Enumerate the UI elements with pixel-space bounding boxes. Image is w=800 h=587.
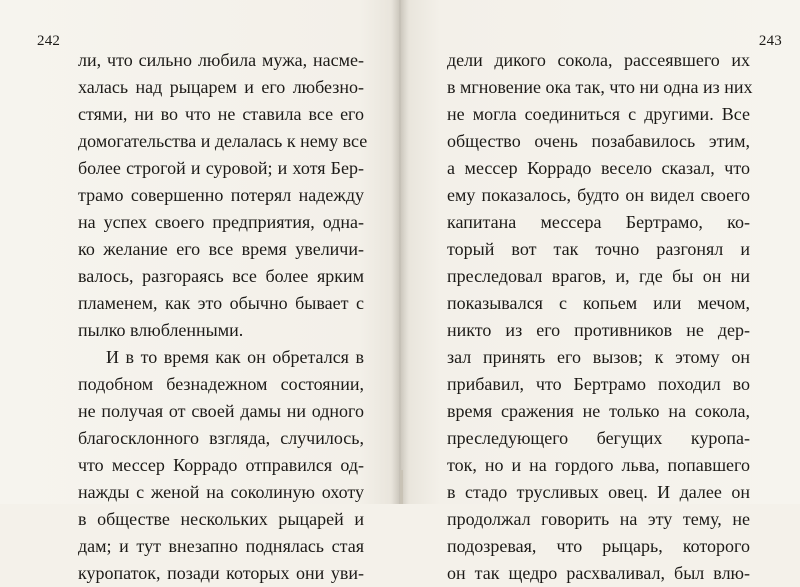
text-line: время сражения не только на сокола, bbox=[447, 401, 750, 421]
text-line: преследовал врагов, и, где бы он ни bbox=[447, 266, 750, 286]
text-line: что мессер Коррадо отправился од- bbox=[78, 455, 364, 475]
text-line: более строгой и суровой; и хотя Бер- bbox=[78, 158, 364, 178]
text-line: дам; и тут внезапно поднялась стая bbox=[78, 536, 364, 556]
text-line: благосклонного взгляда, случилось, bbox=[78, 428, 364, 448]
text-line: И в то время как он обретался в bbox=[106, 347, 364, 367]
text-line: халась над рыцарем и его любезно- bbox=[78, 77, 364, 97]
text-line: прибавил, что Бертрамо походил во bbox=[447, 374, 750, 394]
page-number-left: 242 bbox=[37, 33, 61, 49]
text-line: преследующего бегущих куропа- bbox=[447, 428, 750, 448]
text-line: в мгновение ока так, что ни одна из них bbox=[447, 77, 753, 97]
text-line: ко желание его все время увеличи- bbox=[78, 239, 364, 259]
text-line: домогательства и делалась к нему все bbox=[78, 131, 368, 151]
text-line: в обществе нескольких рыцарей и bbox=[78, 509, 364, 529]
text-line: подозревая, что рыцарь, которого bbox=[447, 536, 750, 556]
text-line: стями, ни во что не ставила все его bbox=[78, 104, 364, 124]
text-line: продолжал говорить на эту тему, не bbox=[447, 509, 750, 529]
text-line: торый вот так точно разгонял и bbox=[447, 239, 750, 259]
text-line: нажды с женой на соколиную охоту bbox=[78, 482, 364, 502]
page-number-right: 243 bbox=[758, 33, 782, 49]
right-page-text bbox=[447, 47, 753, 587]
text-line: ли, что сильно любила мужа, насме- bbox=[78, 50, 364, 70]
text-line: показывался с копьем или мечом, bbox=[447, 293, 750, 313]
text-line: ток, но и на гордого льва, попавшего bbox=[447, 455, 750, 475]
text-line: на успех своего предприятия, одна- bbox=[78, 212, 364, 232]
text-line: валось, разгораясь все более ярким bbox=[78, 266, 364, 286]
text-line: капитана мессера Бертрамо, ко- bbox=[447, 212, 750, 232]
text-line: дели дикого сокола, рассеявшего их bbox=[447, 50, 750, 70]
text-line: зал принять его вызов; к этому он bbox=[447, 347, 750, 367]
text-line: никто из его противников не дер- bbox=[447, 320, 750, 340]
text-line: не получая от своей дамы ни одного bbox=[78, 401, 364, 421]
text-line: в стадо трусливых овец. И далее он bbox=[447, 482, 750, 502]
left-page-text bbox=[78, 47, 368, 587]
left-page bbox=[0, 0, 398, 583]
text-line: он так щедро расхваливал, был влю- bbox=[447, 563, 750, 583]
text-line: подобном безнадежном состоянии, bbox=[78, 374, 364, 394]
text-line: куропаток, позади которых они уви- bbox=[78, 563, 364, 583]
text-line: трамо совершенно потерял надежду bbox=[78, 185, 364, 205]
text-line: общество очень позабавилось этим, bbox=[447, 131, 750, 151]
right-page bbox=[402, 0, 800, 583]
text-line: пламенем, как это обычно бывает с bbox=[78, 293, 364, 313]
text-line: не могла соединиться с другими. Все bbox=[447, 104, 750, 124]
text-line: а мессер Коррадо весело сказал, что bbox=[447, 158, 750, 178]
text-line: ему показалось, будто он видел своего bbox=[447, 185, 750, 205]
text-line: пылко влюбленными. bbox=[78, 320, 244, 340]
